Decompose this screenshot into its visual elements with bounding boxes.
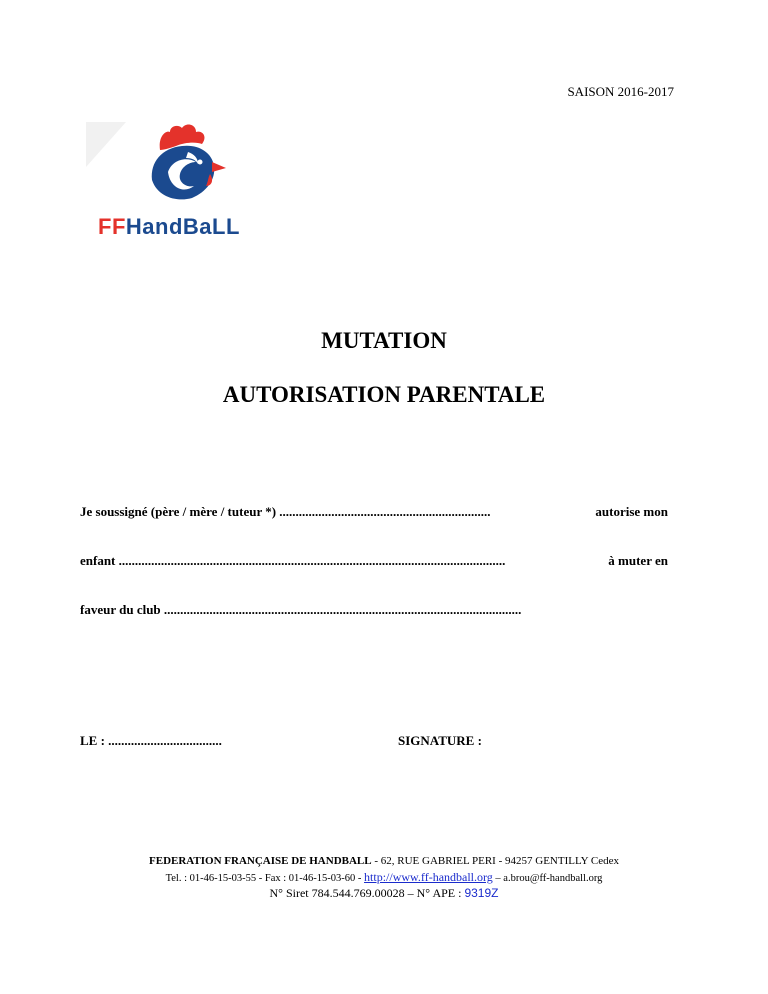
guardian-suffix: autorise mon <box>595 504 668 519</box>
child-field[interactable]: enfant ....................................................................................................................... <box>80 553 506 568</box>
logo-text-handball: HandBaLL <box>125 214 240 239</box>
rooster-icon <box>86 122 286 212</box>
org-address: - 62, RUE GABRIEL PERI - 94257 GENTILLY Cedex <box>371 855 619 867</box>
ape-code: 9319Z <box>464 886 499 900</box>
footer-siret <box>0 886 768 901</box>
form-line-child <box>80 553 668 569</box>
page-subtitle: AUTORISATION PARENTALE <box>222 382 546 407</box>
date-field[interactable]: LE : ................................... <box>80 733 222 748</box>
footer-organization <box>0 855 768 867</box>
season-label: SAISON 2016-2017 <box>567 84 674 99</box>
ffhandball-logo <box>86 122 286 238</box>
website-link[interactable]: http://www.ff-handball.org <box>364 870 493 884</box>
siret-text: N° Siret 784.544.769.00028 – N° APE : <box>269 886 465 900</box>
org-name: FEDERATION FRANÇAISE DE HANDBALL <box>149 855 372 867</box>
logo-text-ff: FF <box>98 214 126 239</box>
contact-phone-fax: Tel. : 01-46-15-03-55 - Fax : 01-46-15-03-60 - <box>165 873 365 884</box>
club-field[interactable]: faveur du club .............................................................................................................. <box>80 602 522 617</box>
signature-label: SIGNATURE : <box>398 733 482 748</box>
child-suffix: à muter en <box>608 553 668 568</box>
page-title: MUTATION <box>321 328 447 353</box>
form-line-club <box>80 602 668 618</box>
contact-email: – a.brou@ff-handball.org <box>492 873 603 884</box>
guardian-field[interactable]: Je soussigné (père / mère / tuteur *) ................................................................. <box>80 504 491 519</box>
form-line-guardian <box>80 504 668 520</box>
footer-contact <box>0 870 768 885</box>
